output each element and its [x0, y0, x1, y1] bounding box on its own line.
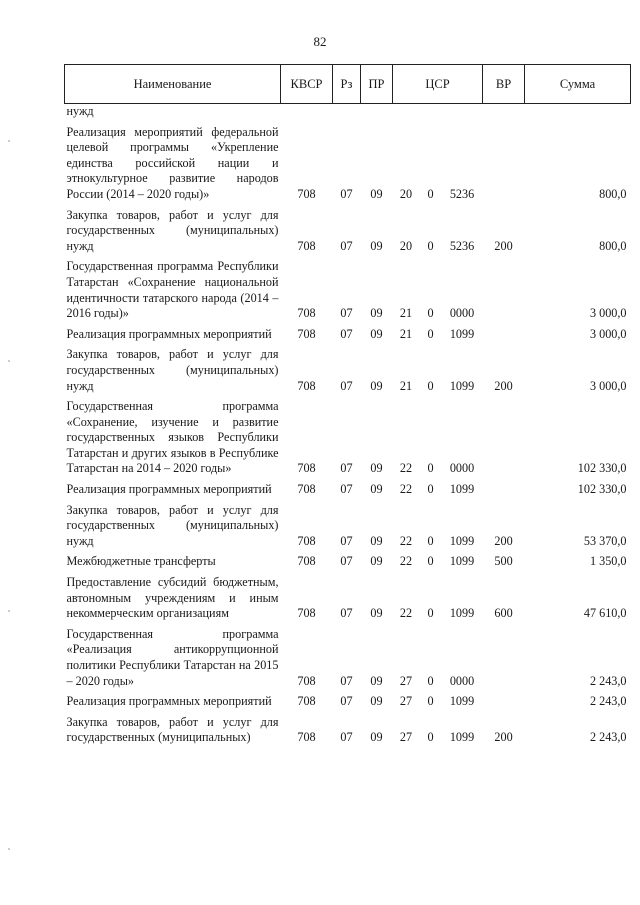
table-row	[65, 342, 631, 394]
cell-csr-program: 22	[399, 461, 413, 476]
cell-csr-subprogram: 0	[427, 306, 434, 321]
cell-csr-program: 20	[399, 186, 413, 201]
cell-rz: 07	[340, 694, 353, 709]
table-row	[65, 477, 631, 498]
cell-sum: 2 243,0	[589, 694, 627, 709]
cell-rz: 07	[340, 730, 353, 745]
table-row	[65, 498, 631, 550]
cell-rz: 07	[340, 554, 353, 569]
budget-table	[64, 64, 631, 746]
scan-speck	[8, 360, 10, 362]
cell-rz: 07	[340, 533, 353, 548]
cell-csr-program: 21	[399, 326, 413, 341]
cell-pr: 09	[370, 306, 383, 321]
cell-vr: 200	[494, 533, 513, 548]
table-row	[65, 549, 631, 570]
cell-csr-subprogram: 0	[427, 554, 434, 569]
cell-rz: 07	[340, 378, 353, 393]
cell-rz: 07	[340, 306, 353, 321]
header-vr: ВР	[483, 65, 525, 104]
cell-csr-subprogram: 0	[427, 461, 434, 476]
cell-vr: 500	[494, 554, 513, 569]
cell-csr-subprogram: 0	[427, 694, 434, 709]
cell-vr	[483, 120, 525, 203]
cell-csr-program: 21	[399, 378, 413, 393]
table-row	[65, 322, 631, 343]
cell-kvsr: 708	[297, 606, 316, 621]
cell-rz: 07	[340, 673, 353, 688]
cell-pr: 09	[370, 673, 383, 688]
cell-csr-direction: 1099	[449, 482, 475, 497]
cell-kvsr	[281, 104, 333, 120]
cell-csr-direction: 0000	[449, 306, 475, 321]
cell-kvsr: 708	[297, 730, 316, 745]
cell-name: Реализация программных мероприятий	[66, 694, 272, 709]
scan-speck	[8, 848, 10, 850]
cell-rz	[333, 104, 361, 120]
cell-csr-program: 22	[399, 482, 413, 497]
cell-name: Межбюджетные трансферты	[66, 554, 216, 569]
cell-vr: 200	[494, 238, 513, 253]
cell-vr	[483, 104, 525, 120]
cell-vr: 200	[494, 730, 513, 745]
table-row	[65, 104, 631, 120]
cell-sum: 102 330,0	[577, 461, 627, 476]
cell-kvsr: 708	[297, 673, 316, 688]
table-header	[65, 65, 631, 104]
cell-csr-direction: 1099	[449, 326, 475, 341]
cell-kvsr: 708	[297, 306, 316, 321]
cell-csr-program: 27	[399, 694, 413, 709]
cell-name: Закупка товаров, работ и услуг для государственных (муниципальных) нужд	[66, 502, 279, 548]
cell-csr-direction: 1099	[449, 606, 475, 621]
scan-speck	[8, 610, 10, 612]
cell-name: Закупка товаров, работ и услуг для государственных (муниципальных) нужд	[66, 207, 279, 253]
header-csr: ЦСР	[393, 65, 483, 104]
cell-sum: 2 243,0	[589, 730, 627, 745]
cell-csr-subprogram: 0	[427, 238, 434, 253]
cell-csr-program: 21	[399, 306, 413, 321]
cell-csr-subprogram: 0	[427, 730, 434, 745]
table-row	[65, 622, 631, 689]
cell-kvsr: 708	[297, 326, 316, 341]
table-row	[65, 120, 631, 203]
cell-csr-subprogram: 0	[427, 482, 434, 497]
cell-csr-program: 22	[399, 554, 413, 569]
cell-vr: 200	[494, 378, 513, 393]
cell-kvsr: 708	[297, 554, 316, 569]
table-row	[65, 570, 631, 622]
cell-csr-program: 22	[399, 606, 413, 621]
cell-name: Государственная программа Республики Татарстан «Сохранение национальной идентичности татарского народа (2014 – 2016 годы)»	[66, 259, 279, 321]
cell-name: нужд	[66, 104, 94, 118]
cell-pr	[361, 104, 393, 120]
cell-csr-direction: 0000	[449, 673, 475, 688]
cell-sum: 53 370,0	[583, 533, 627, 548]
cell-csr-direction: 1099	[449, 554, 475, 569]
cell-csr-program	[393, 104, 420, 120]
cell-sum: 800,0	[599, 186, 627, 201]
cell-sum: 3 000,0	[589, 378, 627, 393]
cell-csr-direction	[442, 104, 483, 120]
cell-sum: 102 330,0	[577, 482, 627, 497]
cell-csr-program: 22	[399, 533, 413, 548]
cell-csr-subprogram: 0	[427, 186, 434, 201]
cell-name: Реализация мероприятий федеральной целевой программы «Укрепление единства российской нации и этнокультурное развитие народов России (2014 – 2020 годы)»	[66, 124, 279, 201]
cell-csr-program: 20	[399, 238, 413, 253]
header-rz: Рз	[333, 65, 361, 104]
cell-csr-direction: 5236	[449, 186, 475, 201]
cell-rz: 07	[340, 238, 353, 253]
cell-rz: 07	[340, 606, 353, 621]
cell-pr: 09	[370, 694, 383, 709]
header-sum: Сумма	[525, 65, 631, 104]
cell-sum: 800,0	[599, 238, 627, 253]
cell-kvsr: 708	[297, 378, 316, 393]
cell-sum: 1 350,0	[589, 554, 627, 569]
cell-sum: 3 000,0	[589, 326, 627, 341]
cell-rz: 07	[340, 326, 353, 341]
cell-csr-direction: 1099	[449, 694, 475, 709]
cell-csr-subprogram	[420, 104, 442, 120]
cell-name: Реализация программных мероприятий	[66, 326, 272, 341]
cell-csr-subprogram: 0	[427, 378, 434, 393]
cell-kvsr: 708	[297, 461, 316, 476]
cell-kvsr: 708	[297, 533, 316, 548]
table-row	[65, 254, 631, 321]
cell-vr	[483, 477, 525, 498]
header-name: Наименование	[65, 65, 281, 104]
cell-csr-subprogram: 0	[427, 326, 434, 341]
cell-pr: 09	[370, 730, 383, 745]
cell-sum: 2 243,0	[589, 673, 627, 688]
cell-csr-direction: 1099	[449, 378, 475, 393]
cell-name: Государственная программа «Сохранение, изучение и развитие государственных языков Республики Татарстан и других языков в Республике Татарстан на 2014 – 2020 годы»	[66, 399, 279, 476]
table-body	[65, 104, 631, 746]
cell-pr: 09	[370, 238, 383, 253]
cell-rz: 07	[340, 186, 353, 201]
cell-csr-program: 27	[399, 673, 413, 688]
cell-name: Закупка товаров, работ и услуг для государственных (муниципальных) нужд	[66, 347, 279, 393]
cell-sum: 3 000,0	[589, 306, 627, 321]
cell-rz: 07	[340, 461, 353, 476]
cell-name: Предоставление субсидий бюджетным, автономным учреждениям и иным некоммерческим организациям	[66, 575, 279, 621]
cell-pr: 09	[370, 554, 383, 569]
table-row	[65, 689, 631, 710]
header-kvsr: КВСР	[281, 65, 333, 104]
cell-pr: 09	[370, 186, 383, 201]
cell-csr-subprogram: 0	[427, 673, 434, 688]
cell-csr-direction: 1099	[449, 533, 475, 548]
cell-csr-direction: 1099	[449, 730, 475, 745]
cell-pr: 09	[370, 606, 383, 621]
cell-vr	[483, 322, 525, 343]
cell-name: Закупка товаров, работ и услуг для государственных (муниципальных)	[66, 714, 279, 745]
cell-kvsr: 708	[297, 694, 316, 709]
cell-csr-direction: 0000	[449, 461, 475, 476]
scan-speck	[8, 140, 10, 142]
cell-csr-subprogram: 0	[427, 606, 434, 621]
cell-vr	[483, 394, 525, 477]
cell-kvsr: 708	[297, 238, 316, 253]
cell-vr	[483, 254, 525, 321]
page-number: 82	[313, 34, 327, 49]
cell-kvsr: 708	[297, 482, 316, 497]
cell-kvsr: 708	[297, 186, 316, 201]
cell-csr-direction: 5236	[449, 238, 475, 253]
cell-sum: 47 610,0	[583, 606, 627, 621]
cell-vr	[483, 622, 525, 689]
cell-csr-subprogram: 0	[427, 533, 434, 548]
cell-vr: 600	[494, 606, 513, 621]
cell-name: Реализация программных мероприятий	[66, 482, 272, 497]
cell-pr: 09	[370, 326, 383, 341]
header-pr: ПР	[361, 65, 393, 104]
cell-name: Государственная программа «Реализация антикоррупционной политики Республики Татарстан на 2015 – 2020 годы»	[66, 626, 279, 688]
cell-pr: 09	[370, 378, 383, 393]
cell-vr	[483, 689, 525, 710]
cell-sum	[525, 104, 631, 120]
table-row	[65, 394, 631, 477]
cell-pr: 09	[370, 482, 383, 497]
cell-csr-program: 27	[399, 730, 413, 745]
cell-rz: 07	[340, 482, 353, 497]
cell-pr: 09	[370, 461, 383, 476]
table-row	[65, 203, 631, 255]
table-row	[65, 710, 631, 746]
cell-pr: 09	[370, 533, 383, 548]
